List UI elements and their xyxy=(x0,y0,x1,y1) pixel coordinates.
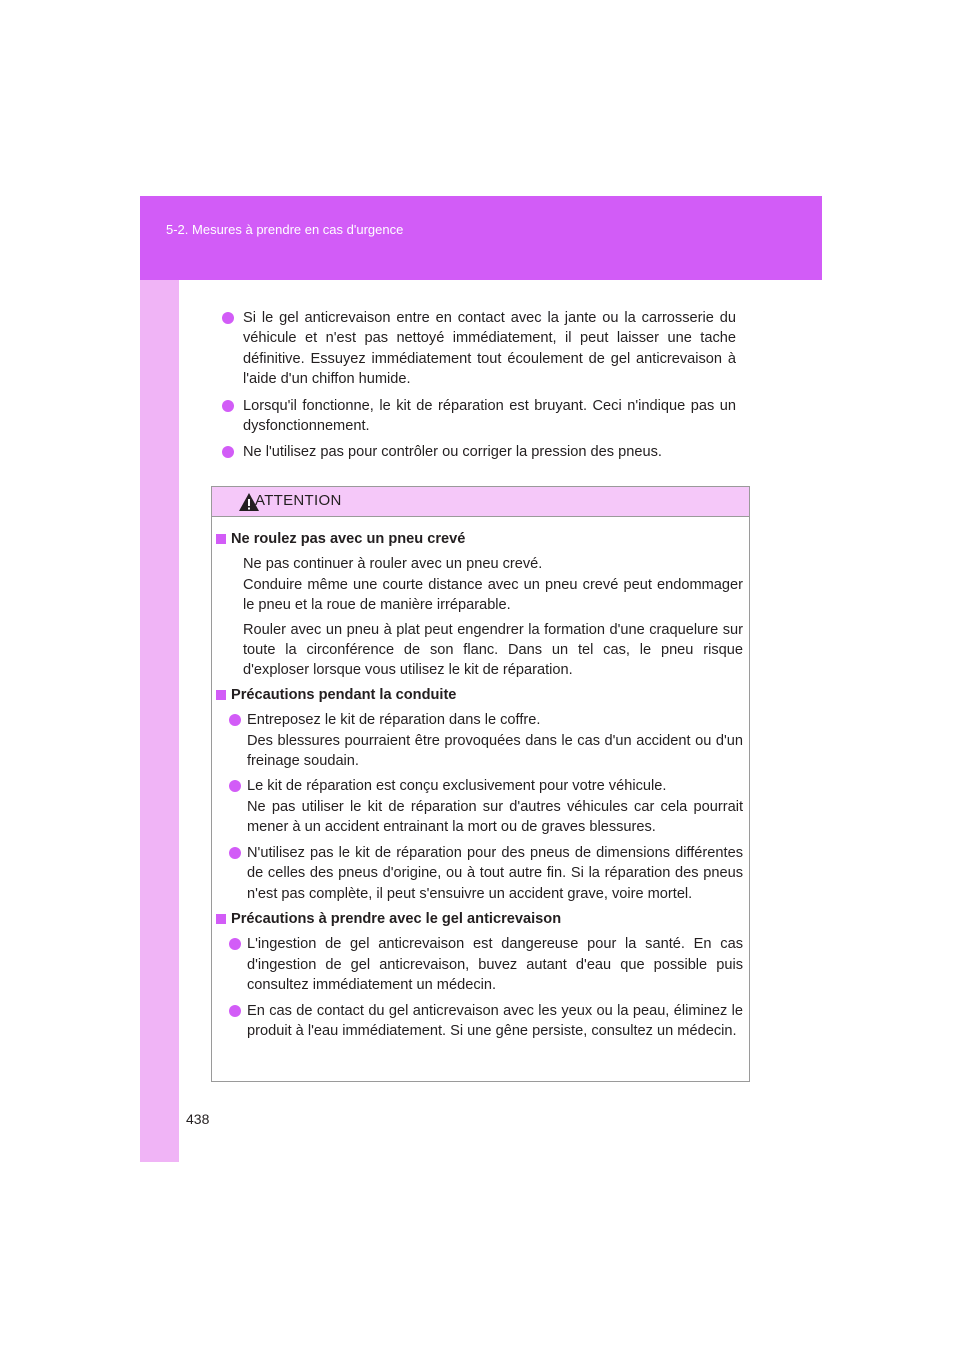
paragraph: Rouler avec un pneu à plat peut engendrer la formation d'une craquelure sur toute la circonférence de son flanc. Dans un tel cas, le pneu risque d'exploser lorsque vous utilisez le kit de réparation. xyxy=(243,621,743,679)
section-title: Précautions pendant la conduite xyxy=(216,685,743,705)
paragraph: Ne pas continuer à rouler avec un pneu crevé. Conduire même une courte distance avec un pneu crevé peut endommager le pneu et la roue de manière irréparable. xyxy=(243,556,743,614)
list-item: L'ingestion de gel anticrevaison est dangereuse pour la santé. En cas d'ingestion de gel anticrevaison, buvez autant d'eau que possible puis consultez immédiatement un médecin. xyxy=(220,934,743,995)
square-bullet-icon xyxy=(216,534,226,544)
attention-box xyxy=(211,486,750,1082)
bullet-dot-icon xyxy=(229,938,241,950)
bullet-dot-icon xyxy=(222,446,234,458)
square-bullet-icon xyxy=(216,690,226,700)
list-item: N'utilisez pas le kit de réparation pour des pneus de dimensions différentes de celles des pneus d'origine, ou à tout autre fin. Si la réparation des pneus n'est pas complète, il peut s'ensuivre un accident grave, voire mortel. xyxy=(220,843,743,904)
bullet-dot-icon xyxy=(229,1005,241,1017)
section-header: 5-2. Mesures à prendre en cas d'urgence xyxy=(166,222,404,237)
bullet-dot-icon xyxy=(229,780,241,792)
page-number: 438 xyxy=(186,1111,210,1127)
square-bullet-icon xyxy=(216,914,226,924)
list-item: Le kit de réparation est conçu exclusivement pour votre véhicule. Ne pas utiliser le kit de réparation sur d'autres véhicules car cela pourrait mener à un accident entrainant la mort ou de graves blessures. xyxy=(220,776,743,837)
bullet-dot-icon xyxy=(222,400,234,412)
list-item: Si le gel anticrevaison entre en contact avec la jante ou la carrosserie du véhicule et n'est pas nettoyé immédiatement, il peut laisser une tache définitive. Essuyez immédiatement tout écoulement de gel anticrevaison à l'aide d'un chiffon humide. xyxy=(222,308,736,390)
bullet-dot-icon xyxy=(229,714,241,726)
attention-header xyxy=(212,487,749,517)
header-bar xyxy=(140,196,822,280)
attention-title: ATTENTION xyxy=(255,492,342,509)
side-strip xyxy=(140,196,179,1162)
attention-body xyxy=(212,517,749,1041)
list-item: Ne l'utilisez pas pour contrôler ou corriger la pression des pneus. xyxy=(222,442,736,462)
bullet-dot-icon xyxy=(229,847,241,859)
list-item: Lorsqu'il fonctionne, le kit de réparation est bruyant. Ceci n'indique pas un dysfonctionnement. xyxy=(222,396,736,437)
section-title: Ne roulez pas avec un pneu crevé xyxy=(216,529,743,549)
list-item: En cas de contact du gel anticrevaison avec les yeux ou la peau, éliminez le produit à l'eau immédiatement. Si une gêne persiste, consultez un médecin. xyxy=(220,1001,743,1042)
intro-bullets xyxy=(222,308,736,469)
bullet-dot-icon xyxy=(222,312,234,324)
list-item: Entreposez le kit de réparation dans le coffre. Des blessures pourraient être provoquées dans le cas d'un accident ou d'un freinage soudain. xyxy=(220,710,743,771)
section-title: Précautions à prendre avec le gel anticrevaison xyxy=(216,909,743,929)
